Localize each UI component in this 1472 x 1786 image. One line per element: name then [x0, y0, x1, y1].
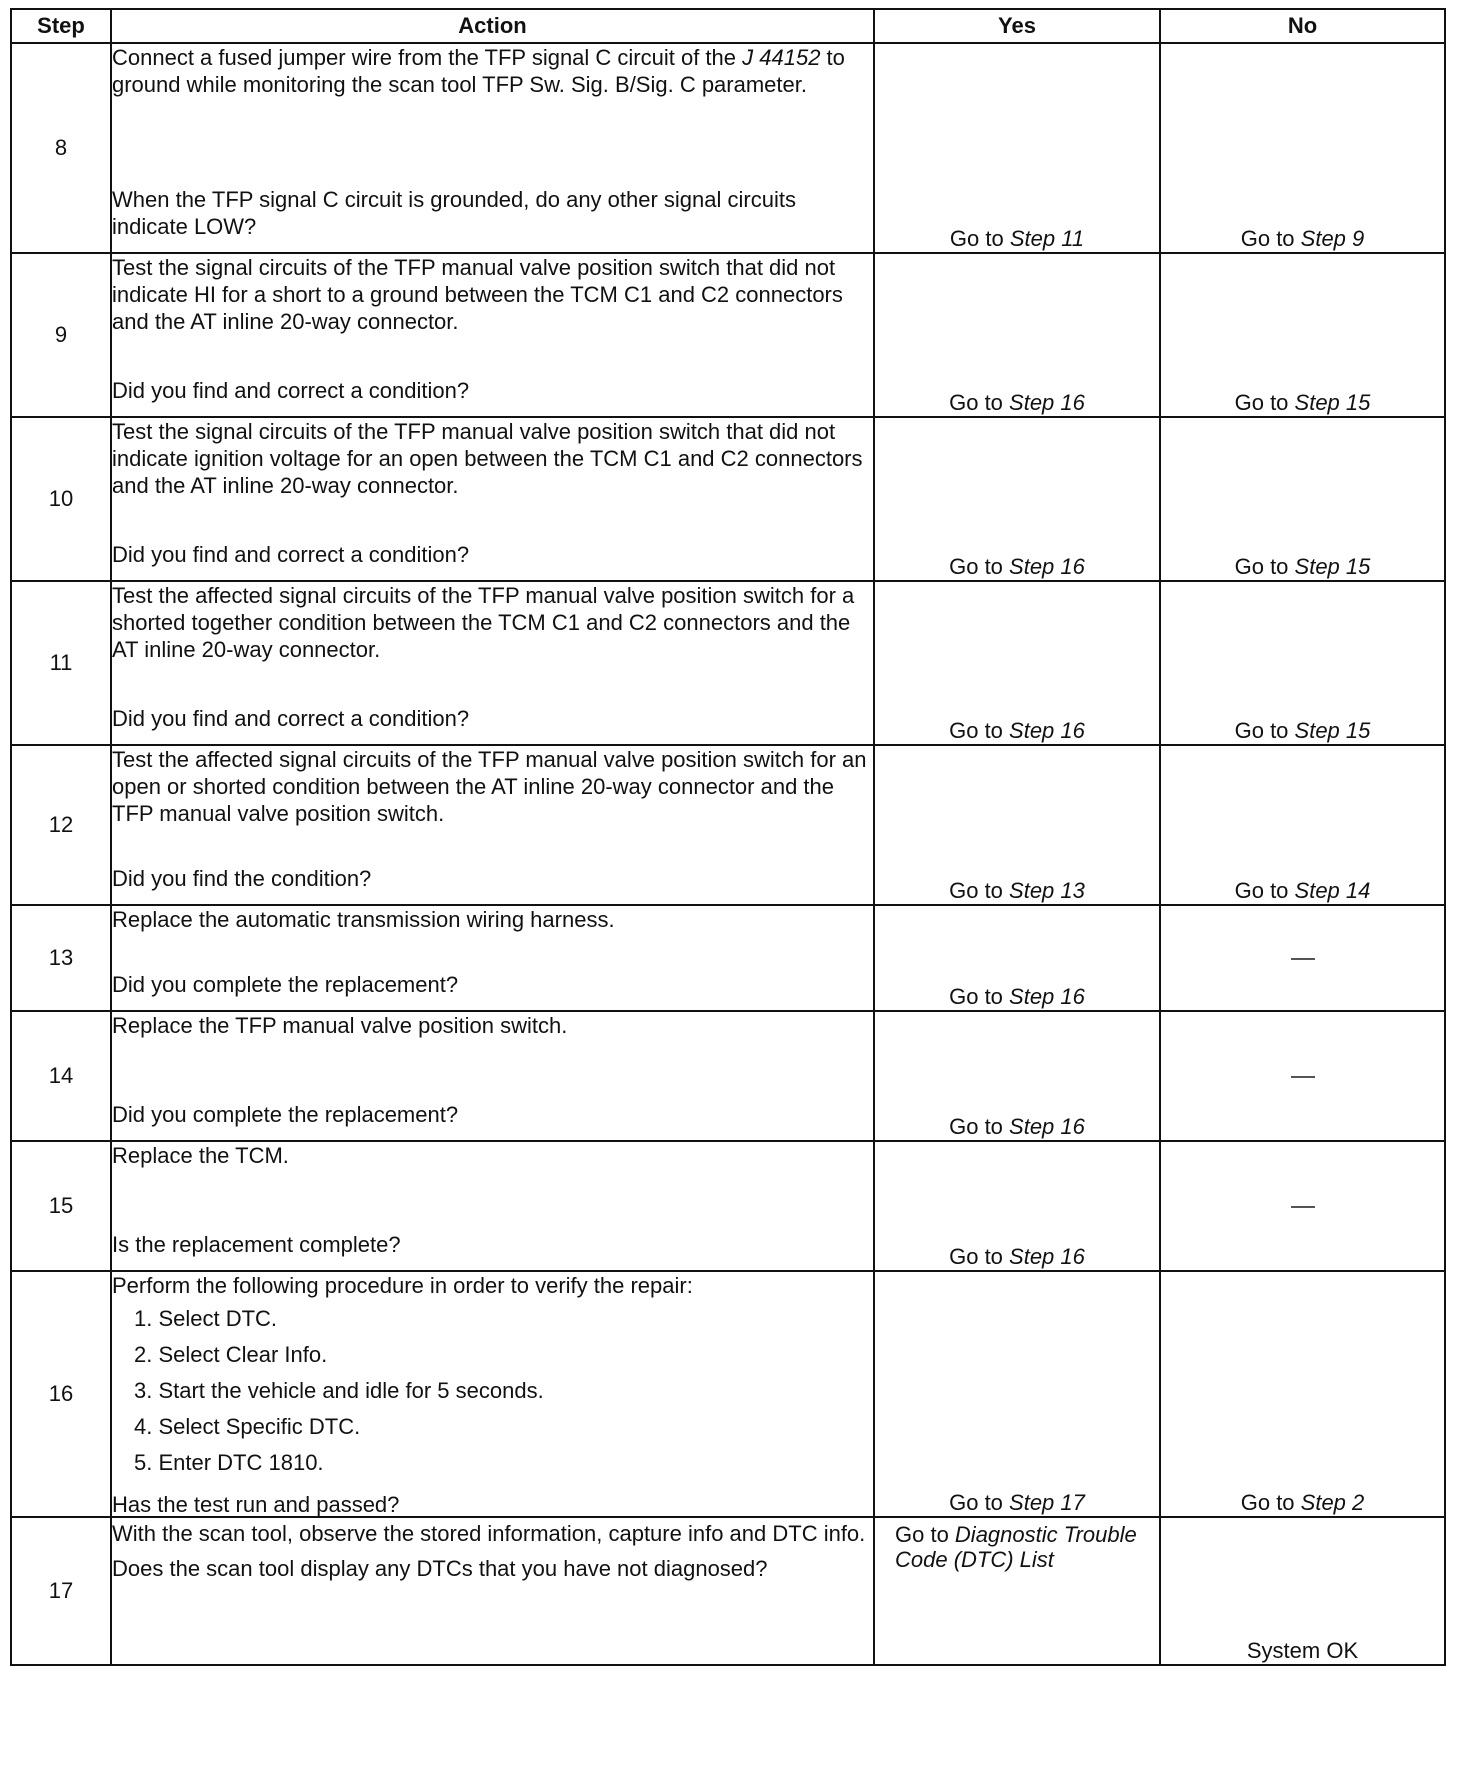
- action-text: Test the affected signal circuits of the TFP manual valve position switch for an open or shorted condition between the AT inline 20-way connector and the TFP manual valve position switch.: [112, 747, 867, 826]
- question-text: Did you find and correct a condition?: [112, 542, 470, 567]
- action-cell: [111, 581, 874, 745]
- procedure-step: 1. Select DTC.: [134, 1306, 278, 1331]
- question-text: Did you complete the replacement?: [112, 1102, 459, 1127]
- action-text: Test the affected signal circuits of the TFP manual valve position switch for a shorted together condition between the TCM C1 and C2 connectors and the AT inline 20-way connector.: [112, 583, 855, 662]
- no-cell: Go to Step 14: [1160, 745, 1445, 905]
- procedure-step: 3. Start the vehicle and idle for 5 seconds.: [134, 1378, 544, 1403]
- diagnostic-table: [10, 8, 1446, 1666]
- procedure-step: 5. Enter DTC 1810.: [134, 1450, 324, 1475]
- header-step: Step: [11, 9, 111, 43]
- table-row: [11, 1517, 1445, 1665]
- no-cell: [1160, 1011, 1445, 1141]
- step-number: 17: [11, 1517, 111, 1665]
- step-number: 10: [11, 417, 111, 581]
- table-row: [11, 1011, 1445, 1141]
- action-text: Connect a fused jumper wire from the TFP signal C circuit of the J 44152 to ground while monitoring the scan tool TFP Sw. Sig. B/Sig. C parameter.: [112, 45, 845, 97]
- table-row: [11, 253, 1445, 417]
- no-cell: [1160, 1517, 1445, 1665]
- yes-cell: Go to Step 17: [874, 1271, 1160, 1517]
- yes-cell: Go to Step 16: [874, 1011, 1160, 1141]
- action-text: Test the signal circuits of the TFP manual valve position switch that did not indicate ignition voltage for an open between the TCM C1 and C2 connectors and the AT inline 20-way connector.: [112, 419, 863, 498]
- no-cell: Go to Step 15: [1160, 253, 1445, 417]
- step-number: 12: [11, 745, 111, 905]
- tool-reference: J 44152: [742, 45, 821, 70]
- no-cell: Go to Step 9: [1160, 43, 1445, 253]
- step-number: 8: [11, 43, 111, 253]
- procedure-step: 4. Select Specific DTC.: [134, 1414, 361, 1439]
- yes-step-link[interactable]: Step 16: [1009, 984, 1085, 1009]
- no-step-link[interactable]: Step 9: [1300, 226, 1365, 251]
- header-no: No: [1160, 9, 1445, 43]
- yes-step-link[interactable]: Step 11: [1009, 226, 1085, 251]
- table-row: [11, 1271, 1445, 1517]
- action-text: Test the signal circuits of the TFP manual valve position switch that did not indicate HI for a short to a ground between the TCM C1 and C2 connectors and the AT inline 20-way connector.: [112, 255, 843, 334]
- question-text: Did you find the condition?: [112, 866, 372, 891]
- question-text: When the TFP signal C circuit is grounded, do any other signal circuits indicate LOW?: [112, 187, 796, 239]
- table-row: [11, 43, 1445, 253]
- question-text: Does the scan tool display any DTCs that you have not diagnosed?: [112, 1556, 768, 1581]
- action-text: Replace the automatic transmission wiring harness.: [112, 907, 615, 932]
- action-cell: [111, 417, 874, 581]
- question-text: Did you find and correct a condition?: [112, 706, 470, 731]
- yes-dtc-list-link[interactable]: Diagnostic Trouble Code (DTC) List: [895, 1522, 1137, 1572]
- step-number: 13: [11, 905, 111, 1011]
- step-number: 15: [11, 1141, 111, 1271]
- yes-cell: Go to Step 16: [874, 253, 1160, 417]
- yes-step-link[interactable]: Step 16: [1009, 718, 1085, 743]
- action-cell: [111, 905, 874, 1011]
- yes-cell: Go to Step 16: [874, 905, 1160, 1011]
- header-action: Action: [111, 9, 874, 43]
- table-row: [11, 745, 1445, 905]
- action-text: Replace the TCM.: [112, 1143, 289, 1168]
- yes-cell: Go to Step 13: [874, 745, 1160, 905]
- no-step-link[interactable]: Step 2: [1300, 1490, 1365, 1515]
- step-number: 14: [11, 1011, 111, 1141]
- question-text: Did you find and correct a condition?: [112, 378, 470, 403]
- question-text: Has the test run and passed?: [112, 1492, 400, 1517]
- question-text: Did you complete the replacement?: [112, 972, 459, 997]
- header-row: [11, 9, 1445, 43]
- dash-icon: [1291, 1206, 1315, 1208]
- system-ok-text: System OK: [1246, 1638, 1359, 1663]
- action-text: Perform the following procedure in order to verify the repair:: [112, 1273, 693, 1298]
- action-cell: [111, 253, 874, 417]
- action-cell: [111, 745, 874, 905]
- action-cell: [111, 43, 874, 253]
- no-cell: [1160, 1141, 1445, 1271]
- no-step-link[interactable]: Step 15: [1294, 554, 1371, 579]
- step-number: 11: [11, 581, 111, 745]
- dash-icon: [1291, 958, 1315, 960]
- no-cell: Go to Step 15: [1160, 417, 1445, 581]
- table-row: [11, 581, 1445, 745]
- step-number: 16: [11, 1271, 111, 1517]
- action-text: Replace the TFP manual valve position switch.: [112, 1013, 568, 1038]
- yes-cell: Go to Step 16: [874, 417, 1160, 581]
- table-row: [11, 1141, 1445, 1271]
- no-cell: Go to Step 2: [1160, 1271, 1445, 1517]
- no-step-link[interactable]: Step 14: [1294, 878, 1371, 903]
- yes-step-link[interactable]: Step 16: [1009, 1244, 1085, 1269]
- yes-step-link[interactable]: Step 16: [1009, 390, 1085, 415]
- action-cell: [111, 1271, 874, 1517]
- yes-cell: Go to Diagnostic Trouble Code (DTC) List: [874, 1517, 1160, 1665]
- yes-cell: Go to Step 16: [874, 581, 1160, 745]
- procedure-list: [112, 1305, 873, 1476]
- yes-step-link[interactable]: Step 16: [1009, 554, 1085, 579]
- step-number: 9: [11, 253, 111, 417]
- yes-cell: Go to Step 11: [874, 43, 1160, 253]
- yes-step-link[interactable]: Step 17: [1009, 1490, 1085, 1515]
- dash-icon: [1291, 1076, 1315, 1078]
- no-cell: [1160, 905, 1445, 1011]
- no-cell: Go to Step 15: [1160, 581, 1445, 745]
- action-cell: [111, 1141, 874, 1271]
- yes-cell: Go to Step 16: [874, 1141, 1160, 1271]
- question-text: Is the replacement complete?: [112, 1232, 401, 1257]
- table-row: [11, 905, 1445, 1011]
- action-text: With the scan tool, observe the stored information, capture info and DTC info.: [112, 1521, 866, 1546]
- no-step-link[interactable]: Step 15: [1294, 390, 1371, 415]
- table-row: [11, 417, 1445, 581]
- yes-step-link[interactable]: Step 13: [1009, 878, 1085, 903]
- procedure-step: 2. Select Clear Info.: [134, 1342, 328, 1367]
- header-yes: Yes: [874, 9, 1160, 43]
- action-cell: [111, 1517, 874, 1665]
- action-cell: [111, 1011, 874, 1141]
- no-step-link[interactable]: Step 15: [1294, 718, 1371, 743]
- yes-step-link[interactable]: Step 16: [1009, 1114, 1085, 1139]
